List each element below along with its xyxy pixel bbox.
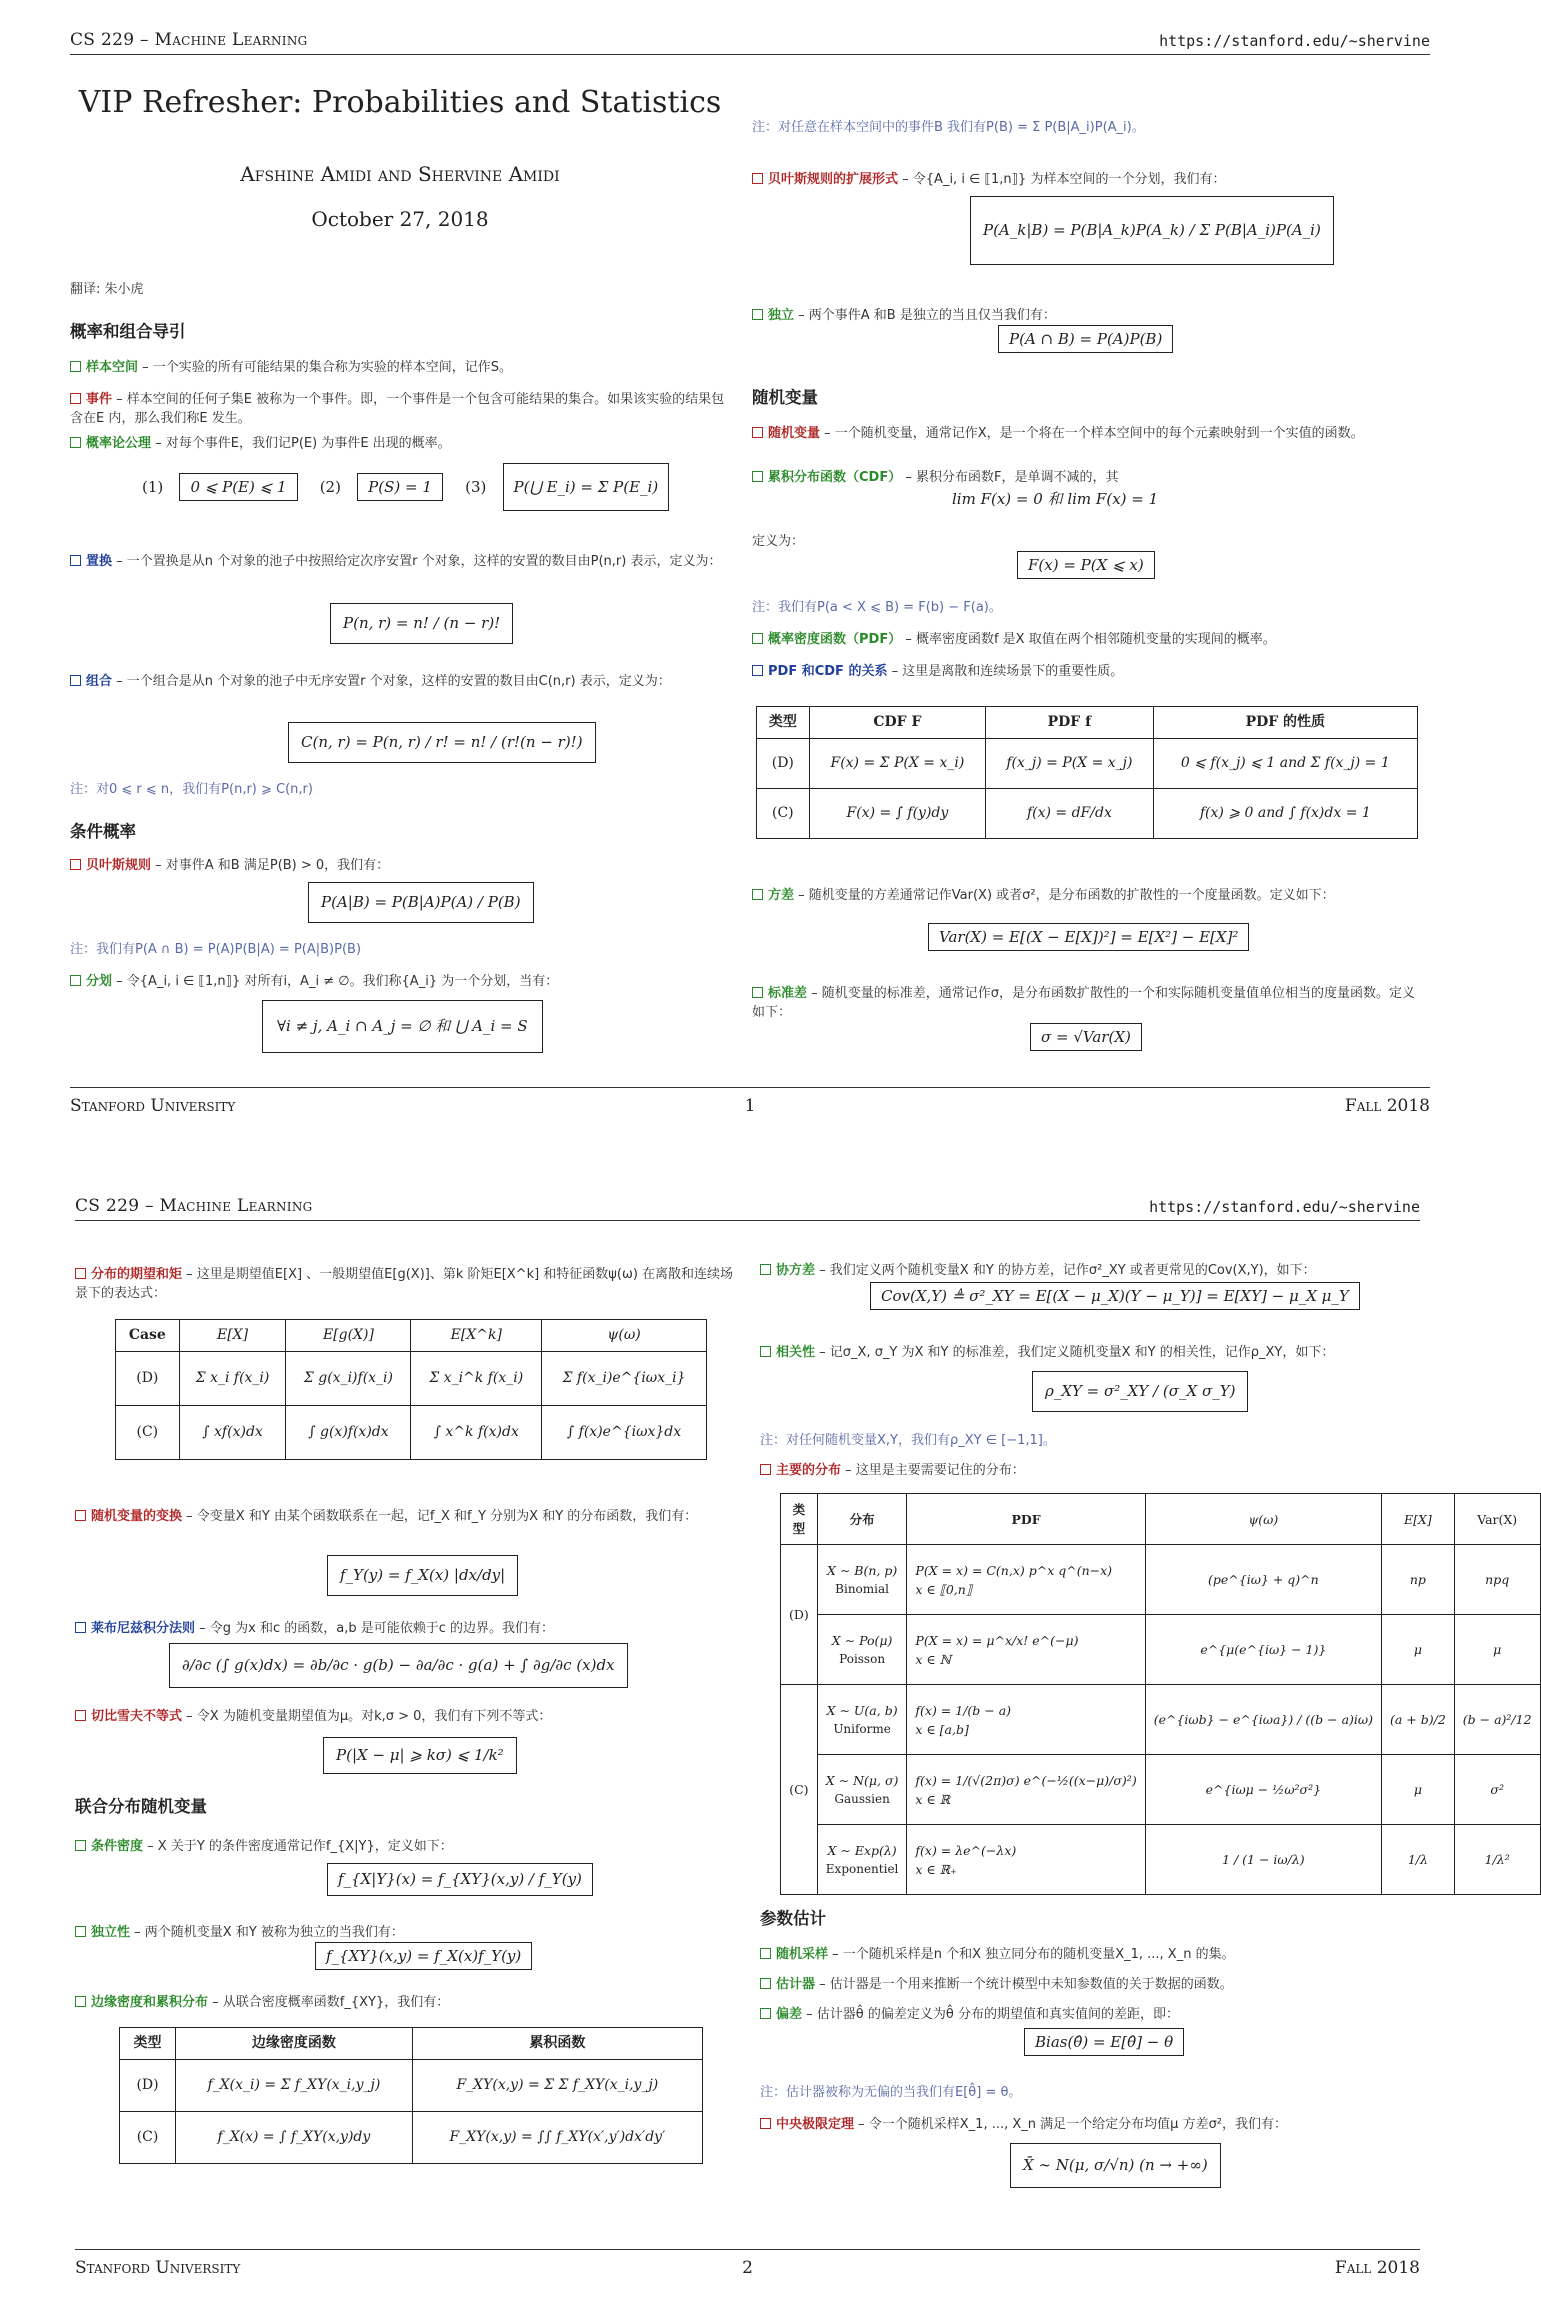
def-clt: 中央极限定理 – 令一个随机采样X_1, ..., X_n 满足一个给定分布均值μ 方差σ²，我们有： [760,2115,1425,2134]
table-header: E[X] [179,1320,286,1352]
course-title: CS 229 – Machine Learning [75,1196,313,1216]
dist-domain: x ∈ ⟦0,n⟧ [915,1581,973,1597]
table-cell: (C) [120,2112,176,2164]
table-header: 类型 [120,2028,176,2060]
dist-variance: npq [1454,1545,1540,1615]
dist-notation: X ∼ B(n, p) [826,1562,898,1578]
def-leibniz: 莱布尼兹积分法则 – 令g 为x 和c 的函数，a,b 是可能依赖于c 的边界。我们有： [75,1619,735,1638]
pdf-cdf-table [756,706,1418,839]
page-1 [0,0,1500,1159]
dist-name: Exponentiel [825,1861,899,1876]
table-cell: F_XY(x,y) = ∫∫ f_XY(x′,y′)dx′dy′ [412,2112,702,2164]
table-row [781,1545,1541,1615]
course-title: CS 229 – Machine Learning [70,30,308,50]
def-random-sample: 随机采样 – 一个随机采样是n 个和X 独立同分布的随机变量X_1, ..., X_n 的集。 [760,1945,1425,1964]
dist-variance: μ [1454,1615,1540,1685]
bias-formula: Bias(θ̂) = E[θ̂] − θ [1024,2033,1184,2053]
table-row [781,1825,1541,1895]
def-sample-space: 样本空间 – 一个实验的所有可能结果的集合称为实验的样本空间，记作S。 [70,358,730,377]
table-header: E[X] [1382,1494,1455,1545]
table-row [757,739,1418,789]
table-row [120,2112,703,2164]
dist-pdf: P(X = x) = μ^x/x! e^(−μ) [915,1632,1079,1648]
note-bias: 注：估计器被称为无偏的当我们有E[θ̂] = θ。 [760,2085,1022,2100]
def-random-variable: 随机变量 – 一个随机变量，通常记作X，是一个将在一个样本空间中的每个元素映射到一个实值的函数。 [752,424,1422,443]
page-2 [0,1159,1532,2318]
note-partition: 注：对任意在样本空间中的事件B 我们有P(B) = Σ P(B|A_i)P(A_i)。 [752,120,1145,135]
paper-title: VIP Refresher: Probabilities and Statistics [78,85,722,120]
section-conditional: 条件概率 [70,822,136,841]
def-std: 标准差 – 随机变量的标准差，通常记作σ，是分布函数扩散性的一个和实际随机变量值单位相当的度量函数。定义如下： [752,986,1416,1020]
def-estimator: 估计器 – 估计器是一个用来推断一个统计模型中未知参数值的关于数据的函数。 [760,1975,1425,1994]
footer-school: Stanford University [75,2258,241,2278]
table-header: E[X^k] [411,1320,542,1352]
axiom-formulas [142,478,669,498]
variance-formula: Var(X) = E[(X − E[X])²] = E[X²] − E[X]² [928,928,1249,948]
conditional-density-formula: f_{X|Y}(x) = f_{XY}(x,y) / f_Y(y) [327,1863,593,1896]
axiom-label-3: (3) [465,478,487,496]
cdf-defined-as: 定义为： [752,534,805,549]
table-cell: (D) [781,1545,818,1685]
table-cell: F(x) = Σ P(X = x_i) [809,739,985,789]
table-cell: (C) [757,789,810,839]
dist-pdf: f(x) = λe^(−λx) [915,1842,1017,1858]
dist-domain: x ∈ ℝ [915,1791,951,1807]
footer-term: Fall 2018 [1344,1096,1430,1116]
page-header [75,1194,1420,1221]
permutation-formula: P(n, r) = n! / (n − r)! [330,603,513,644]
authors: Afshine Amidi and Shervine Amidi [240,162,560,186]
section-intro: 概率和组合导引 [70,322,186,341]
footer-school: Stanford University [70,1096,236,1116]
note-correlation: 注：对任何随机变量X,Y，我们有ρ_XY ∈ [−1,1]。 [760,1433,1056,1448]
section-param-estimation: 参数估计 [760,1909,826,1928]
def-covariance: 协方差 – 我们定义两个随机变量X 和Y 的协方差，记作σ²_XY 或者更常见的Cov(X,Y)，如下： [760,1261,1425,1280]
table-header: 分布 [817,1494,907,1545]
partition-formula: ∀i ≠ j, A_i ∩ A_j = ∅ 和 ⋃ A_i = S [262,1000,543,1053]
dist-psi: e^{μ(e^{iω} − 1)} [1145,1615,1381,1685]
table-cell: (D) [120,2060,176,2112]
axiom-label-1: (1) [142,478,164,496]
table-cell: 0 ⩽ f(x_j) ⩽ 1 and Σ f(x_j) = 1 [1153,739,1417,789]
def-variance: 方差 – 随机变量的方差通常记作Var(X) 或者σ²，是分布函数的扩散性的一个度量函数。定义如下： [752,886,1422,905]
cdf-formula: F(x) = P(X ⩽ x) [1017,556,1155,576]
table-row [116,1352,707,1406]
dist-name: Gaussien [834,1791,890,1806]
independence-rv-formula: f_{XY}(x,y) = f_X(x)f_Y(y) [315,1947,532,1967]
moments-table [115,1319,707,1460]
def-independence-rv: 独立性 – 两个随机变量X 和Y 被称为独立的当我们有： [75,1923,735,1942]
table-cell: Σ f(x_i)e^{iωx_i} [542,1352,707,1406]
table-row [757,789,1418,839]
table-header: Var(X) [1454,1494,1540,1545]
dist-mean: μ [1382,1755,1455,1825]
correlation-formula: ρ_XY = σ²_XY / (σ_X σ_Y) [1032,1371,1248,1412]
dist-name: Poisson [839,1651,886,1666]
def-conditional-density: 条件密度 – X 关于Y 的条件密度通常记作f_{X|Y}，定义如下： [75,1837,735,1856]
dist-mean: (a + b)/2 [1382,1685,1455,1755]
table-row [781,1755,1541,1825]
dist-name: Uniforme [833,1721,891,1736]
translator: 翻译: 朱小虎 [70,282,144,297]
dist-notation: X ∼ U(a, b) [826,1702,898,1718]
distributions-table [780,1493,1541,1895]
def-bias: 偏差 – 估计器θ̂ 的偏差定义为θ̂ 分布的期望值和真实值间的差距，即： [760,2005,1425,2024]
table-header: ψ(ω) [542,1320,707,1352]
chebyshev-formula: P(|X − μ| ⩾ kσ) ⩽ 1/k² [323,1737,517,1774]
table-header: 类型 [757,707,810,739]
dist-mean: np [1382,1545,1455,1615]
table-cell: Σ x_i f(x_i) [179,1352,286,1406]
table-cell: f(x_j) = P(X = x_j) [986,739,1154,789]
table-row [120,2060,703,2112]
table-cell: (D) [116,1352,180,1406]
table-cell: (C) [781,1685,818,1895]
section-joint: 联合分布随机变量 [75,1797,207,1816]
table-header: Case [116,1320,180,1352]
table-cell: Σ g(x_i)f(x_i) [286,1352,411,1406]
table-header: ψ(ω) [1145,1494,1381,1545]
table-row [781,1615,1541,1685]
dist-pdf: f(x) = 1/(√(2π)σ) e^(−½((x−μ)/σ)²) [915,1772,1137,1788]
def-distributions: 主要的分布 – 这里是主要需要记住的分布： [760,1461,1425,1480]
dist-psi: (e^{iωb} − e^{iωa}) / ((b − a)iω) [1145,1685,1381,1755]
marginal-table [119,2027,703,2164]
def-correlation: 相关性 – 记σ_X, σ_Y 为X 和Y 的标准差，我们定义随机变量X 和Y 的相关性，记作ρ_XY，如下： [760,1343,1425,1362]
axiom-formula-3: P(⋃ E_i) = Σ P(E_i) [503,463,670,511]
table-header: 累积函数 [412,2028,702,2060]
axiom-formula-1: 0 ⩽ P(E) ⩽ 1 [179,473,297,501]
transform-formula: f_Y(y) = f_X(x) |dx/dy| [327,1555,518,1596]
table-cell: F(x) = ∫ f(y)dy [809,789,985,839]
dist-psi: 1 / (1 − iω/λ) [1145,1825,1381,1895]
page-number: 1 [744,1096,756,1116]
dist-domain: x ∈ ℕ [915,1651,952,1667]
table-header: PDF 的性质 [1153,707,1417,739]
def-pdf: 概率密度函数（PDF） – 概率密度函数f 是X 取值在两个相邻随机变量的实现间的概率。 [752,630,1422,649]
def-event: 事件 – 样本空间的任何子集E 被称为一个事件。即，一个事件是一个包含可能结果的集合。如果该实验的结果包含在E 内，那么我们称E 发生。 [70,392,725,426]
bayes-extended-formula: P(A_k|B) = P(B|A_k)P(A_k) / Σ P(B|A_i)P(A_i) [970,196,1334,265]
author-url[interactable]: https://stanford.edu/~shervine [1149,1198,1420,1216]
dist-domain: x ∈ ℝ₊ [915,1861,957,1877]
def-bayes-extended: 贝叶斯规则的扩展形式 – 令{A_i, i ∈ ⟦1,n⟧} 为样本空间的一个分划，我们有： [752,170,1422,189]
table-header-row [120,2028,703,2060]
dist-variance: σ² [1454,1755,1540,1825]
page-footer [70,1087,1430,1116]
table-header-row [757,707,1418,739]
std-formula: σ = √Var(X) [1030,1028,1142,1048]
table-header: 类型 [781,1494,818,1545]
section-random-variables: 随机变量 [752,388,818,407]
table-header-row [116,1320,707,1352]
def-marginal: 边缘密度和累积分布 – 从联合密度概率函数f_{XY}，我们有： [75,1993,735,2012]
note-cdf: 注：我们有P(a < X ⩽ B) = F(b) − F(a)。 [752,600,1002,615]
table-cell: (C) [116,1406,180,1460]
table-header: PDF f [986,707,1154,739]
dist-mean: 1/λ [1382,1825,1455,1895]
table-cell: (D) [757,739,810,789]
dist-psi: (pe^{iω} + q)^n [1145,1545,1381,1615]
table-header: E[g(X)] [286,1320,411,1352]
table-cell: Σ x_i^k f(x_i) [411,1352,542,1406]
dist-notation: X ∼ N(μ, σ) [825,1772,899,1788]
table-cell: ∫ x^k f(x)dx [411,1406,542,1460]
independence-formula: P(A ∩ B) = P(A)P(B) [998,330,1173,350]
def-transform: 随机变量的变换 – 令变量X 和Y 由某个函数联系在一起，记f_X 和f_Y 分别为X 和Y 的分布函数，我们有： [75,1507,735,1526]
table-cell: f(x) ⩾ 0 and ∫ f(x)dx = 1 [1153,789,1417,839]
table-row [781,1685,1541,1755]
table-cell: F_XY(x,y) = Σ Σ f_XY(x_i,y_j) [412,2060,702,2112]
def-chebyshev: 切比雪夫不等式 – 令X 为随机变量期望值为μ。对k,σ > 0，我们有下列不等式： [75,1707,735,1726]
dist-mean: μ [1382,1615,1455,1685]
note-combination: 注：对0 ⩽ r ⩽ n，我们有P(n,r) ⩾ C(n,r) [70,782,313,797]
def-combination: 组合 – 一个组合是从n 个对象的池子中无序安置r 个对象，这样的安置的数目由C(n,r) 表示，定义为： [70,672,730,691]
axiom-label-2: (2) [319,478,341,496]
table-header: CDF F [809,707,985,739]
date: October 27, 2018 [311,207,489,231]
dist-notation: X ∼ Po(μ) [831,1632,893,1648]
footer-term: Fall 2018 [1334,2258,1420,2278]
def-axioms: 概率论公理 – 对每个事件E，我们记P(E) 为事件E 出现的概率。 [70,434,730,453]
cdf-limits: lim F(x) = 0 和 lim F(x) = 1 [952,490,1159,508]
table-row [116,1406,707,1460]
axiom-formula-2: P(S) = 1 [357,473,443,501]
combination-formula: C(n, r) = P(n, r) / r! = n! / (r!(n − r)!) [288,722,596,763]
def-permutation: 置换 – 一个置换是从n 个对象的池子中按照给定次序安置r 个对象，这样的安置的数目由P(n,r) 表示，定义为： [70,552,730,571]
table-header: 边缘密度函数 [176,2028,413,2060]
page-header [70,28,1430,55]
dist-name: Binomial [835,1581,889,1596]
dist-notation: X ∼ Exp(λ) [827,1842,897,1858]
dist-pdf: P(X = x) = C(n,x) p^x q^(n−x) [915,1562,1113,1578]
def-moments: 分布的期望和矩 – 这里是期望值E[X] 、一般期望值E[g(X)]、第k 阶矩E[X^k] 和特征函数ψ(ω) 在离散和连续场景下的表达式： [75,1267,734,1301]
def-partition: 分划 – 令{A_i, i ∈ ⟦1,n⟧} 对所有i，A_i ≠ ∅。我们称{A_i} 为一个分划，当有： [70,972,730,991]
table-cell: ∫ f(x)e^{iωx}dx [542,1406,707,1460]
def-independence: 独立 – 两个事件A 和B 是独立的当且仅当我们有： [752,306,1422,325]
bayes-formula: P(A|B) = P(B|A)P(A) / P(B) [308,882,534,923]
dist-domain: x ∈ [a,b] [915,1721,969,1737]
table-cell: ∫ g(x)f(x)dx [286,1406,411,1460]
dist-psi: e^{iωμ − ½ω²σ²} [1145,1755,1381,1825]
page-footer [75,2249,1420,2278]
leibniz-formula: ∂/∂c (∫ g(x)dx) = ∂b/∂c · g(b) − ∂a/∂c · g(a) + ∫ ∂g/∂c (x)dx [169,1643,628,1688]
dist-variance: 1/λ² [1454,1825,1540,1895]
table-header-row [781,1494,1541,1545]
def-pdf-cdf-relation: PDF 和CDF 的关系 – 这里是离散和连续场景下的重要性质。 [752,662,1422,681]
clt-formula: X̄ ∼ N(μ, σ/√n) (n → +∞) [1010,2143,1221,2188]
dist-variance: (b − a)²/12 [1454,1685,1540,1755]
table-cell: f(x) = dF/dx [986,789,1154,839]
table-header: PDF [907,1494,1145,1545]
page-number: 2 [742,2258,753,2278]
author-url[interactable]: https://stanford.edu/~shervine [1159,32,1430,50]
table-cell: ∫ xf(x)dx [179,1406,286,1460]
table-cell: f_X(x) = ∫ f_XY(x,y)dy [176,2112,413,2164]
covariance-formula: Cov(X,Y) ≜ σ²_XY = E[(X − μ_X)(Y − μ_Y)] = E[XY] − μ_X μ_Y [870,1287,1360,1307]
table-cell: f_X(x_i) = Σ f_XY(x_i,y_j) [176,2060,413,2112]
dist-pdf: f(x) = 1/(b − a) [915,1702,1012,1718]
def-cdf: 累积分布函数（CDF） – 累积分布函数F，是单调不减的，其 [752,468,1422,487]
note-bayes: 注：我们有P(A ∩ B) = P(A)P(B|A) = P(A|B)P(B) [70,942,362,957]
def-bayes: 贝叶斯规则 – 对事件A 和B 满足P(B) > 0，我们有： [70,856,730,875]
